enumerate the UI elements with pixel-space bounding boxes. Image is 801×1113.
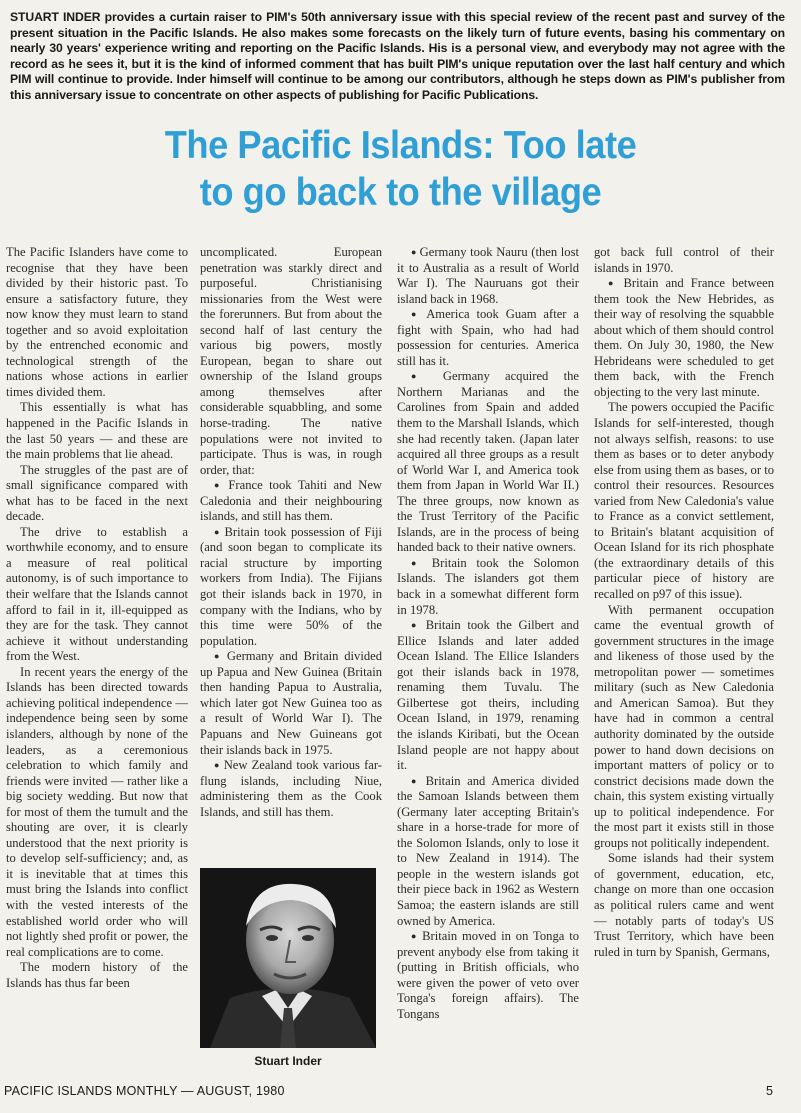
bullet-icon [411,774,426,788]
paragraph: The struggles of the past are of small significance compared with what has to be faced in the next decade. [6,462,188,524]
paragraph: The drive to establish a worthwhile economy, and to ensure a measure of real political autonomy, is of such importance to their welfare that the Islands cannot afford to fail in it, ill-equipped as they are for the task. They cannot achieve it without understanding from the West. [6,524,188,664]
bullet-paragraph: ● Britain moved in on Tonga to prevent anybody else from taking it (putting in British officials, who were given the power of veto over Tonga's foreign affairs). The Tongans [397,929,579,1022]
column-4 [594,245,774,960]
photo-caption: Stuart Inder [254,1054,322,1068]
footer-publication: PACIFIC ISLANDS MONTHLY — AUGUST, 1980 [4,1084,285,1098]
bullet-icon [214,478,228,492]
page-number: 5 [766,1084,773,1098]
bullet-icon [214,649,227,663]
headline-line-2: to go back to the village [199,171,602,214]
bullet-icon [411,307,426,321]
bullet-paragraph: ● Britain and France between them took the New Hebrides, as their way of resolving the squabble about which of them should control them. On July 30, 1980, the New Hebrideans were scheduled to get them back, with the French objecting to the very last minute. [594,276,774,400]
bullet-paragraph: ● Britain took the Gilbert and Ellice Islands and later added Ocean Island. The Ellice Islanders got their islands back in 1978, renaming them Tuvalu. The Gilbertese got theirs, including Ocean Island, in 1979, renaming the islands Kiribati, but the Ocean Island people are not happy about it. [397,618,579,773]
bullet-paragraph: ● Germany took Nauru (then lost it to Australia as a result of World War I). The Nauruans got their island back in 1968. [397,245,579,307]
bullet-icon [608,276,623,290]
paragraph: got back full control of their islands in 1970. [594,245,774,275]
bullet-icon [411,618,426,632]
portrait-image [200,868,376,1048]
bullet-paragraph: ● Germany acquired the Northern Marianas and the Carolines from Spain and added them to the Marshall Islands, which she had recently taken. (Japan later acquired all three groups as a result of World War I, and America took them from Japan in World War II.) The three groups, now known as the Trust Territory of the Pacific Islands, are in the process of being handed back to their native owners. [397,369,579,556]
column-2 [200,245,382,820]
bullet-icon [411,556,432,570]
intro-blurb: STUART INDER provides a curtain raiser to PIM's 50th anniversary issue with this special review of the recent past and survey of the present situation in the Pacific Islands. He also makes some forecasts on the likely turn of future events, basing his commentary on nearly 30 years' experience writing and reporting on the Pacific Islands. His is a personal view, and everybody may not agree with the record as he sees it, but it is the kind of informed comment that has built PIM's unique reputation over the last half century and which PIM will continue to provide. Inder himself will continue to be among our contributors, although he steps down as PIM's publisher from this anniversary issue to concentrate on other aspects of publishing for Pacific Publications. [10,10,785,102]
paragraph: The powers occupied the Pacific Islands for self-interested, though not always selfish, reasons: to use them as bases or to deter anybody else from using them as bases, or to control their resources. Resources varied from New Caledonia's value to France as a convict settlement, to Britain's blatant acquisition of Ocean Island for its rich phosphate (the extraordinary details of this particular piece of history are recalled on p97 of this issue). [594,400,774,602]
bullet-paragraph: ● New Zealand took various far-flung islands, including Niue, administering them as the Cook Islands, and still has them. [200,758,382,820]
bullet-icon [411,929,422,943]
bullet-icon [411,369,443,383]
column-3 [397,245,579,1022]
column-1 [6,245,188,991]
paragraph: The Pacific Islanders have come to recognise that they have been divided by their historic past. To ensure a satisfactory future, they now know they must learn to stand together and so avoid exploitation by the entrenched economic and technological strength of the nations whose actions in earlier times divided them. [6,245,188,399]
bullet-paragraph: ● America took Guam after a fight with Spain, who had had possession for centuries. America still has it. [397,307,579,369]
paragraph: In recent years the energy of the Islands has been directed towards achieving political independence — independence being seen by some islanders, although by none of the leaders, as a ceremonious celebration to which family and friends were invited — rather like a big society wedding. But now that for most of them the tumult and the shouting are over, it is clearly understood that the next priority is to develop self-sufficiency; and, as it is inevitable that at times this must bring the Islands into conflict with the vested interests of the established world order who will not lightly shed profit or power, the real complications are to come. [6,664,188,959]
headline-line-1: The Pacific Islands: Too late [164,124,637,167]
paragraph: With permanent occupation came the eventual growth of government structures in the image and likeness of those used by the metropolitan power — sometimes military (such as New Caledonia and American Samoa). But they have had in common a central authority dominated by the outside power to hand down decisions on important matters of policy or to constrict decisions made down the chain, this system existing virtually up to political independence. For the most part it exists still in those groups not politically independent. [594,602,774,850]
paragraph: Some islands had their system of government, education, etc, change on more than one occasion as political rulers came and went — notably parts of today's US Trust Territory, which have been ruled in turn by Spanish, Germans, [594,851,774,959]
bullet-paragraph: ● Britain took the Solomon Islands. The islanders got them back in a somewhat different form in 1978. [397,556,579,618]
bullet-icon [214,525,225,539]
author-photo [200,868,376,1048]
paragraph: uncomplicated. European penetration was starkly direct and purposeful. Christianising missionaries from the West were the forerunners. But from about the second half of last century the various big powers, mostly European, began to share out ownership of the Island groups among themselves after considerable squabbling, and some horse-trading. The native populations were not invited to participate. Thus is was, in rough order, that: [200,245,382,477]
paragraph: The modern history of the Islands has thus far been [6,960,188,990]
bullet-paragraph: ● Britain took possession of Fiji (and soon began to complicate its racial structure by importing workers from India). The Fijians got their islands back in 1970, in company with the Indians, who by this time were 50% of the population. [200,525,382,649]
bullet-icon [411,245,420,259]
bullet-paragraph: ● Germany and Britain divided up Papua and New Guinea (Britain then handing Papua to Australia, which later got New Guinea too as a result of World War I). The Papuans and New Guineans got their islands back in 1975. [200,649,382,758]
bullet-paragraph: ● France took Tahiti and New Caledonia and their neighbouring islands, and still has them. [200,478,382,525]
paragraph: This essentially is what has happened in the Pacific Islands in the last 50 years — and these are the main problems that lie ahead. [6,400,188,462]
headline [28,122,773,216]
bullet-icon [214,758,224,772]
bullet-paragraph: ● Britain and America divided the Samoan Islands between them (Germany later accepting Britain's share in a horse-trade for more of the Solomon Islands, only to lose it to New Zealand in 1914). The people in the western islands got their piece back in 1962 as Western Samoa; the eastern islands are still owned by America. [397,774,579,929]
